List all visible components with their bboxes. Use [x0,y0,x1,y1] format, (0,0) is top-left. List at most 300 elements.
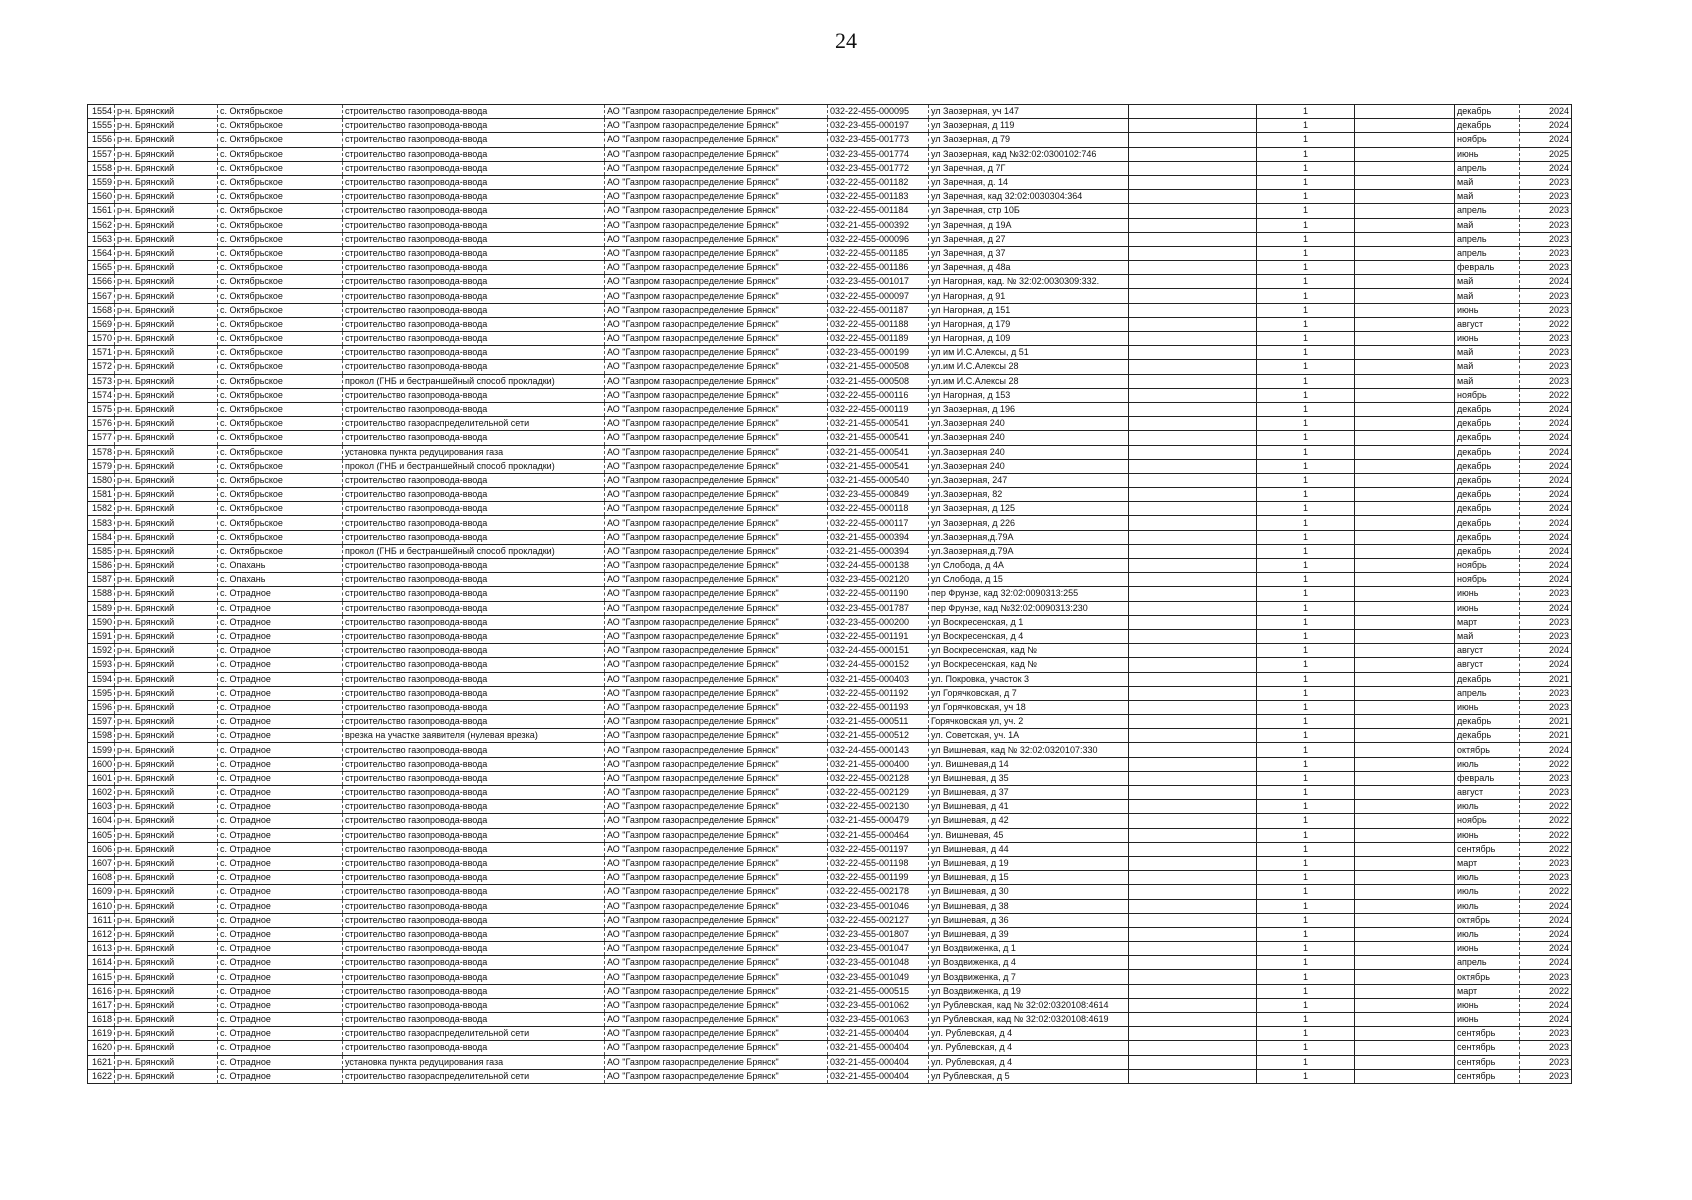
organization-cell: АО "Газпром газораспределение Брянск" [605,587,828,601]
empty-cell [1355,885,1455,899]
row-number: 1596 [88,700,115,714]
request-number-cell: 032-23-455-001773 [828,133,929,147]
district-cell: р-н. Брянский [115,374,218,388]
work-type-cell: строительство газопровода-ввода [343,232,605,246]
quantity-cell: 1 [1257,899,1355,913]
work-type-cell: строительство газопровода-ввода [343,317,605,331]
organization-cell: АО "Газпром газораспределение Брянск" [605,842,828,856]
row-number: 1583 [88,516,115,530]
work-type-cell: строительство газопровода-ввода [343,147,605,161]
table-row [88,133,1572,147]
empty-cell [1355,970,1455,984]
work-type-cell: строительство газопровода-ввода [343,842,605,856]
quantity-cell: 1 [1257,700,1355,714]
work-type-cell: строительство газопровода-ввода [343,686,605,700]
month-cell: декабрь [1455,431,1520,445]
settlement-cell: с. Октябрьское [218,502,343,516]
work-type-cell: строительство газопровода-ввода [343,161,605,175]
quantity-cell: 1 [1257,502,1355,516]
organization-cell: АО "Газпром газораспределение Брянск" [605,388,828,402]
settlement-cell: с. Октябрьское [218,289,343,303]
settlement-cell: с. Октябрьское [218,261,343,275]
organization-cell: АО "Газпром газораспределение Брянск" [605,956,828,970]
empty-cell [1129,1069,1257,1083]
address-cell: ул. Советская, уч. 1А [929,729,1129,743]
work-type-cell: строительство газопровода-ввода [343,658,605,672]
quantity-cell: 1 [1257,672,1355,686]
address-cell: ул Рублевская, кад № 32:02:0320108:4614 [929,998,1129,1012]
empty-cell [1129,360,1257,374]
request-number-cell: 032-21-455-000404 [828,1069,929,1083]
empty-cell [1355,473,1455,487]
request-number-cell: 032-22-455-001191 [828,629,929,643]
quantity-cell: 1 [1257,942,1355,956]
work-type-cell: строительство газопровода-ввода [343,246,605,260]
row-number: 1592 [88,644,115,658]
table-row [88,1055,1572,1069]
year-cell: 2023 [1520,629,1572,643]
empty-cell [1355,488,1455,502]
settlement-cell: с. Отрадное [218,700,343,714]
work-type-cell: строительство газопровода-ввода [343,715,605,729]
empty-cell [1355,275,1455,289]
year-cell: 2023 [1520,856,1572,870]
year-cell: 2023 [1520,360,1572,374]
organization-cell: АО "Газпром газораспределение Брянск" [605,970,828,984]
district-cell: р-н. Брянский [115,828,218,842]
empty-cell [1129,629,1257,643]
request-number-cell: 032-22-455-002128 [828,771,929,785]
district-cell: р-н. Брянский [115,771,218,785]
month-cell: март [1455,856,1520,870]
settlement-cell: с. Отрадное [218,771,343,785]
quantity-cell: 1 [1257,927,1355,941]
row-number: 1618 [88,1013,115,1027]
empty-cell [1129,346,1257,360]
empty-cell [1355,261,1455,275]
table-row [88,842,1572,856]
settlement-cell: с. Октябрьское [218,133,343,147]
work-type-cell: строительство газопровода-ввода [343,615,605,629]
address-cell: ул Заозерная, д 119 [929,119,1129,133]
table-row [88,644,1572,658]
table-row [88,289,1572,303]
work-type-cell: строительство газопровода-ввода [343,388,605,402]
district-cell: р-н. Брянский [115,672,218,686]
quantity-cell: 1 [1257,147,1355,161]
table-row [88,771,1572,785]
empty-cell [1355,757,1455,771]
month-cell: декабрь [1455,530,1520,544]
table-row [88,360,1572,374]
organization-cell: АО "Газпром газораспределение Брянск" [605,927,828,941]
empty-cell [1355,743,1455,757]
settlement-cell: с. Отрадное [218,899,343,913]
month-cell: ноябрь [1455,573,1520,587]
row-number: 1595 [88,686,115,700]
month-cell: май [1455,289,1520,303]
row-number: 1609 [88,885,115,899]
organization-cell: АО "Газпром газораспределение Брянск" [605,204,828,218]
table-row [88,942,1572,956]
empty-cell [1129,658,1257,672]
district-cell: р-н. Брянский [115,927,218,941]
year-cell: 2022 [1520,828,1572,842]
empty-cell [1355,629,1455,643]
quantity-cell: 1 [1257,346,1355,360]
district-cell: р-н. Брянский [115,601,218,615]
work-type-cell: строительство газопровода-ввода [343,871,605,885]
quantity-cell: 1 [1257,332,1355,346]
work-type-cell: строительство газопровода-ввода [343,956,605,970]
work-type-cell: строительство газораспределительной сети [343,417,605,431]
month-cell: апрель [1455,161,1520,175]
settlement-cell: с. Отрадное [218,856,343,870]
settlement-cell: с. Октябрьское [218,119,343,133]
district-cell: р-н. Брянский [115,615,218,629]
empty-cell [1129,175,1257,189]
district-cell: р-н. Брянский [115,842,218,856]
month-cell: июнь [1455,1013,1520,1027]
empty-cell [1355,856,1455,870]
empty-cell [1129,970,1257,984]
row-number: 1588 [88,587,115,601]
year-cell: 2024 [1520,913,1572,927]
settlement-cell: с. Отрадное [218,1027,343,1041]
month-cell: апрель [1455,956,1520,970]
quantity-cell: 1 [1257,161,1355,175]
quantity-cell: 1 [1257,629,1355,643]
month-cell: декабрь [1455,502,1520,516]
quantity-cell: 1 [1257,459,1355,473]
row-number: 1605 [88,828,115,842]
month-cell: декабрь [1455,105,1520,119]
settlement-cell: с. Опахань [218,573,343,587]
empty-cell [1355,417,1455,431]
organization-cell: АО "Газпром газораспределение Брянск" [605,1041,828,1055]
address-cell: ул.им И.С.Алексы 28 [929,360,1129,374]
settlement-cell: с. Октябрьское [218,431,343,445]
quantity-cell: 1 [1257,105,1355,119]
table-row [88,786,1572,800]
empty-cell [1129,1041,1257,1055]
address-cell: ул. Вишневая,д 14 [929,757,1129,771]
settlement-cell: с. Октябрьское [218,204,343,218]
quantity-cell: 1 [1257,885,1355,899]
request-number-cell: 032-21-455-000403 [828,672,929,686]
organization-cell: АО "Газпром газораспределение Брянск" [605,431,828,445]
district-cell: р-н. Брянский [115,757,218,771]
month-cell: июль [1455,885,1520,899]
table-row [88,147,1572,161]
district-cell: р-н. Брянский [115,629,218,643]
connections-table [87,104,1572,1084]
empty-cell [1129,786,1257,800]
settlement-cell: с. Отрадное [218,956,343,970]
work-type-cell: строительство газопровода-ввода [343,573,605,587]
empty-cell [1355,317,1455,331]
row-number: 1568 [88,303,115,317]
settlement-cell: с. Октябрьское [218,459,343,473]
address-cell: ул Воздвиженка, д 7 [929,970,1129,984]
organization-cell: АО "Газпром газораспределение Брянск" [605,743,828,757]
work-type-cell: строительство газопровода-ввода [343,473,605,487]
district-cell: р-н. Брянский [115,417,218,431]
quantity-cell: 1 [1257,119,1355,133]
month-cell: май [1455,629,1520,643]
district-cell: р-н. Брянский [115,1069,218,1083]
request-number-cell: 032-21-455-000479 [828,814,929,828]
empty-cell [1355,190,1455,204]
address-cell: ул Вишневая, д 30 [929,885,1129,899]
year-cell: 2023 [1520,175,1572,189]
district-cell: р-н. Брянский [115,105,218,119]
row-number: 1614 [88,956,115,970]
quantity-cell: 1 [1257,1055,1355,1069]
district-cell: р-н. Брянский [115,317,218,331]
request-number-cell: 032-23-455-001807 [828,927,929,941]
quantity-cell: 1 [1257,814,1355,828]
empty-cell [1355,587,1455,601]
address-cell: ул Заречная, стр 10Б [929,204,1129,218]
district-cell: р-н. Брянский [115,303,218,317]
organization-cell: АО "Газпром газораспределение Брянск" [605,232,828,246]
settlement-cell: с. Отрадное [218,984,343,998]
empty-cell [1129,856,1257,870]
quantity-cell: 1 [1257,175,1355,189]
organization-cell: АО "Газпром газораспределение Брянск" [605,275,828,289]
work-type-cell: строительство газопровода-ввода [343,218,605,232]
district-cell: р-н. Брянский [115,970,218,984]
row-number: 1570 [88,332,115,346]
row-number: 1603 [88,800,115,814]
empty-cell [1129,885,1257,899]
table-row [88,317,1572,331]
work-type-cell: строительство газопровода-ввода [343,970,605,984]
row-number: 1558 [88,161,115,175]
empty-cell [1129,246,1257,260]
table-row [88,629,1572,643]
table-row [88,402,1572,416]
district-cell: р-н. Брянский [115,1041,218,1055]
request-number-cell: 032-22-455-000117 [828,516,929,530]
year-cell: 2023 [1520,1055,1572,1069]
empty-cell [1355,984,1455,998]
address-cell: ул Вишневая, д 38 [929,899,1129,913]
settlement-cell: с. Октябрьское [218,246,343,260]
work-type-cell: строительство газопровода-ввода [343,984,605,998]
table-row [88,1027,1572,1041]
empty-cell [1129,842,1257,856]
work-type-cell: строительство газопровода-ввода [343,998,605,1012]
empty-cell [1129,516,1257,530]
district-cell: р-н. Брянский [115,871,218,885]
organization-cell: АО "Газпром газораспределение Брянск" [605,771,828,785]
settlement-cell: с. Октябрьское [218,105,343,119]
work-type-cell: строительство газораспределительной сети [343,1027,605,1041]
address-cell: ул Рублевская, д 5 [929,1069,1129,1083]
district-cell: р-н. Брянский [115,516,218,530]
month-cell: июль [1455,927,1520,941]
quantity-cell: 1 [1257,374,1355,388]
district-cell: р-н. Брянский [115,275,218,289]
table-row [88,275,1572,289]
table-body [88,105,1572,1084]
year-cell: 2024 [1520,488,1572,502]
quantity-cell: 1 [1257,261,1355,275]
row-number: 1590 [88,615,115,629]
row-number: 1573 [88,374,115,388]
empty-cell [1129,445,1257,459]
quantity-cell: 1 [1257,743,1355,757]
settlement-cell: с. Отрадное [218,800,343,814]
address-cell: ул Воскресенская, д 4 [929,629,1129,643]
request-number-cell: 032-22-455-002178 [828,885,929,899]
table-row [88,814,1572,828]
address-cell: ул Горячковская, уч 18 [929,700,1129,714]
year-cell: 2023 [1520,289,1572,303]
settlement-cell: с. Октябрьское [218,473,343,487]
address-cell: ул Вишневая, д 39 [929,927,1129,941]
empty-cell [1355,388,1455,402]
empty-cell [1129,700,1257,714]
year-cell: 2024 [1520,956,1572,970]
organization-cell: АО "Газпром газораспределение Брянск" [605,942,828,956]
month-cell: декабрь [1455,672,1520,686]
year-cell: 2021 [1520,729,1572,743]
table-row [88,246,1572,260]
request-number-cell: 032-22-455-000096 [828,232,929,246]
table-row [88,161,1572,175]
empty-cell [1129,686,1257,700]
address-cell: ул Вишневая, кад № 32:02:0320107:330 [929,743,1129,757]
month-cell: сентябрь [1455,1027,1520,1041]
empty-cell [1129,374,1257,388]
year-cell: 2024 [1520,544,1572,558]
address-cell: ул Заозерная, д 125 [929,502,1129,516]
row-number: 1597 [88,715,115,729]
month-cell: июль [1455,899,1520,913]
district-cell: р-н. Брянский [115,402,218,416]
work-type-cell: строительство газопровода-ввода [343,516,605,530]
row-number: 1563 [88,232,115,246]
empty-cell [1129,161,1257,175]
address-cell: ул.Заозерная,д.79А [929,530,1129,544]
district-cell: р-н. Брянский [115,573,218,587]
organization-cell: АО "Газпром газораспределение Брянск" [605,644,828,658]
request-number-cell: 032-23-455-001047 [828,942,929,956]
month-cell: ноябрь [1455,388,1520,402]
quantity-cell: 1 [1257,445,1355,459]
row-number: 1574 [88,388,115,402]
month-cell: июнь [1455,700,1520,714]
request-number-cell: 032-21-455-000464 [828,828,929,842]
address-cell: ул Воздвиженка, д 19 [929,984,1129,998]
table-row [88,502,1572,516]
empty-cell [1355,615,1455,629]
empty-cell [1129,218,1257,232]
district-cell: р-н. Брянский [115,459,218,473]
empty-cell [1129,402,1257,416]
empty-cell [1129,502,1257,516]
request-number-cell: 032-22-455-002127 [828,913,929,927]
empty-cell [1129,204,1257,218]
year-cell: 2022 [1520,317,1572,331]
address-cell: ул Вишневая, д 36 [929,913,1129,927]
year-cell: 2024 [1520,998,1572,1012]
month-cell: ноябрь [1455,559,1520,573]
work-type-cell: строительство газораспределительной сети [343,1069,605,1083]
work-type-cell: строительство газопровода-ввода [343,644,605,658]
month-cell: декабрь [1455,516,1520,530]
year-cell: 2024 [1520,445,1572,459]
table-row [88,984,1572,998]
quantity-cell: 1 [1257,1013,1355,1027]
organization-cell: АО "Газпром газораспределение Брянск" [605,913,828,927]
row-number: 1619 [88,1027,115,1041]
district-cell: р-н. Брянский [115,261,218,275]
request-number-cell: 032-23-455-001062 [828,998,929,1012]
address-cell: Горячковская ул, уч. 2 [929,715,1129,729]
empty-cell [1355,1055,1455,1069]
row-number: 1578 [88,445,115,459]
address-cell: ул Воздвиженка, д 4 [929,956,1129,970]
request-number-cell: 032-22-455-002130 [828,800,929,814]
request-number-cell: 032-23-455-001048 [828,956,929,970]
quantity-cell: 1 [1257,970,1355,984]
organization-cell: АО "Газпром газораспределение Брянск" [605,559,828,573]
table-row [88,686,1572,700]
settlement-cell: с. Октябрьское [218,332,343,346]
table-row [88,332,1572,346]
row-number: 1565 [88,261,115,275]
year-cell: 2024 [1520,516,1572,530]
work-type-cell: строительство газопровода-ввода [343,828,605,842]
request-number-cell: 032-21-455-000540 [828,473,929,487]
row-number: 1567 [88,289,115,303]
empty-cell [1129,913,1257,927]
organization-cell: АО "Газпром газораспределение Брянск" [605,374,828,388]
month-cell: декабрь [1455,729,1520,743]
address-cell: ул Заречная, д 48а [929,261,1129,275]
settlement-cell: с. Отрадное [218,615,343,629]
quantity-cell: 1 [1257,431,1355,445]
quantity-cell: 1 [1257,786,1355,800]
organization-cell: АО "Газпром газораспределение Брянск" [605,800,828,814]
month-cell: май [1455,346,1520,360]
work-type-cell: строительство газопровода-ввода [343,927,605,941]
year-cell: 2023 [1520,246,1572,260]
month-cell: февраль [1455,261,1520,275]
empty-cell [1355,601,1455,615]
settlement-cell: с. Октябрьское [218,374,343,388]
month-cell: март [1455,615,1520,629]
month-cell: июнь [1455,147,1520,161]
empty-cell [1355,502,1455,516]
request-number-cell: 032-21-455-000394 [828,544,929,558]
empty-cell [1129,672,1257,686]
district-cell: р-н. Брянский [115,232,218,246]
address-cell: ул. Рублевская, д 4 [929,1055,1129,1069]
empty-cell [1129,303,1257,317]
row-number: 1612 [88,927,115,941]
empty-cell [1355,573,1455,587]
empty-cell [1355,1069,1455,1083]
month-cell: май [1455,190,1520,204]
year-cell: 2023 [1520,1027,1572,1041]
request-number-cell: 032-24-455-000138 [828,559,929,573]
empty-cell [1355,700,1455,714]
